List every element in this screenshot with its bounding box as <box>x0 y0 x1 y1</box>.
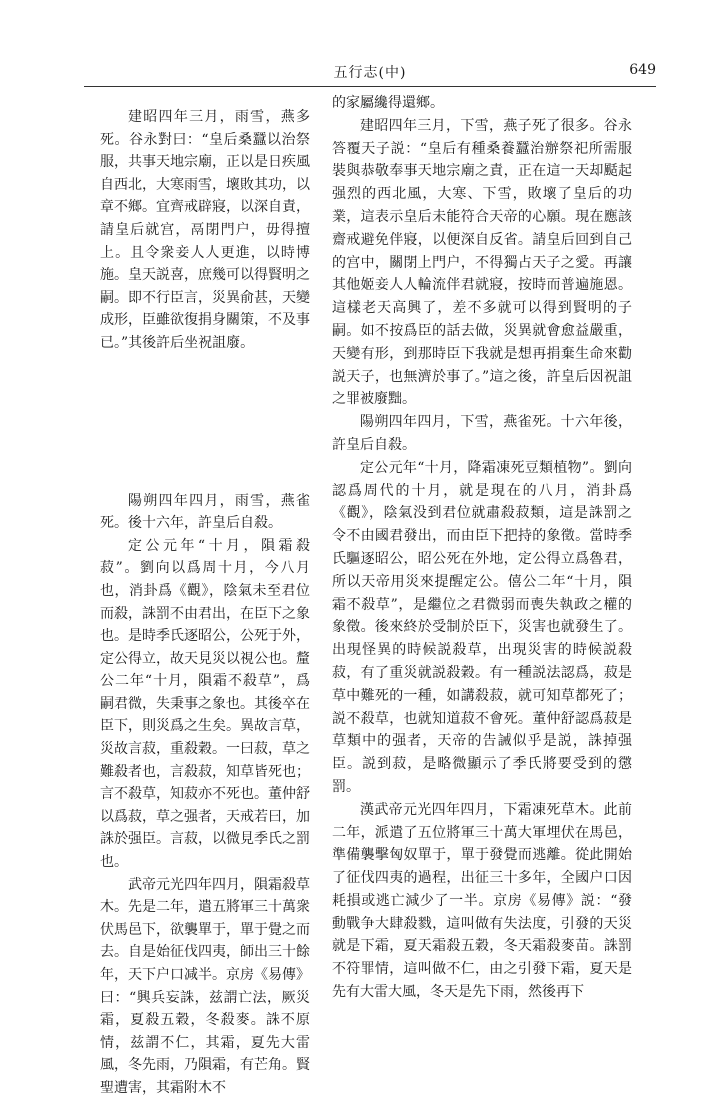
paragraph-jianzhao: 建昭四年三月，下雪，燕子死了很多。谷永答覆天子説：“皇后有種桑養蠶治辦祭祀所需服裝與恭敬奉事天地宗廟之責，正在這一天却颳起强烈的西北風，大寒、下雪，敗壞了皇后的功業，這表示皇后未能符合天帝的心願。現在應該齋戒避免伴寢，以便深自反省。請皇后回到自己的宫中，關閉上門户，不得獨占天子之愛。再讓其他姬妾人人輪流伴君就寢，按時而普遍施恩。這樣老天高興了，差不多就可以得到賢明的子嗣。如不按爲臣的話去做，災異就會愈益嚴重，天變有形，到那時臣下我就是想再捐棄生命來勸説天子，也無濟於事了。”這之後，許皇后因祝詛之罪被廢黜。 <box>332 117 632 408</box>
translation-column <box>332 92 632 1004</box>
paragraph-jianzhao: 建昭四年三月，雨雪，燕多死。谷永對曰：“皇后桑蠶以治祭服，共事天地宗廟，正以是日疾風自西北，大寒雨雪，壞敗其功，以章不鄉。宜齊戒辟寢，以深自責，請皇后就宫，鬲閉門户，毋得擅上。且令衆妾人人更進，以時博施。皇天説喜，庶幾可以得賢明之嗣。即不行臣言，災異俞甚，天變成形，臣雖欲復捐身關策，不及事已。”其後許后坐祝詛廢。 <box>100 109 310 351</box>
running-header <box>84 56 656 87</box>
paragraph-yangshuo: 陽朔四年四月，下雪，燕雀死。十六年後，許皇后自殺。 <box>332 414 632 453</box>
paragraph-continuation: 的家屬纔得還鄉。 <box>332 95 444 111</box>
paragraph-wudi: 漢武帝元光四年四月，下霜凍死草木。此前二年，派遣了五位將軍三十萬大軍埋伏在馬邑，準備襲擊匈奴單于，單于發覺而逃離。從此開始了征伐四夷的過程，出征三十多年，全國户口因耗損或逃亡減少了一半。京房《易傳》説：“發動戰争大肆殺戮，這叫做有失法度，引發的天災就是下霜，夏天霜殺五穀，冬天霜殺麥苗。誅罰不符罪情，這叫做不仁，由之引發下霜，夏天是先有大雷大風，冬天是先下雨，然後再下 <box>332 801 632 1001</box>
chapter-title: 五行志(中) <box>333 65 407 81</box>
paragraph-yangshuo: 陽朔四年四月，雨雪，燕雀死。後十六年，許皇后自殺。 <box>100 492 310 532</box>
paragraph-dinggong: 定公元年“十月，隕霜殺菽”。劉向以爲周十月，今八月也，消卦爲《觀》，陰氣未至君位而殺，誅罰不由君出，在臣下之象也。是時季氏逐昭公，公死于外，定公得立，故天見災以視公也。釐公二年“十月，隕霜不殺草”，爲嗣君微，失秉事之象也。其後卒在臣下，則災爲之生矣。異故言草，災故言菽，重殺穀。一曰菽，草之難殺者也，言殺菽，知草皆死也；言不殺草，知菽亦不死也。董仲舒以爲菽，草之强者，天戒若曰，加誅於强臣。言菽，以微見季氏之罰也。 <box>100 537 310 871</box>
paragraph-wudi: 武帝元光四年四月，隕霜殺草木。先是二年，遣五將軍三十萬衆伏馬邑下，欲襲單于，單于覺之而去。自是始征伐四夷，師出三十餘年，天下户口减半。京房《易傳》曰：“興兵妄誅，兹謂亡法，厥災霜，夏殺五穀，冬殺麥。誅不原情，兹謂不仁，其霜，夏先大雷風，冬先雨，乃隕霜，有芒角。賢聖遭害，其霜附木不 <box>100 876 310 1096</box>
page-number: 649 <box>629 62 656 78</box>
classical-text-column <box>100 92 310 1100</box>
paragraph-dinggong: 定公元年“十月，降霜凍死豆類植物”。劉向認爲周代的十月，就是現在的八月，消卦爲《觀》，陰氣没到君位就肅殺菽類，這是誅罰之令不由國君發出，而由臣下把持的象徵。當時季氏驅逐昭公，昭公死在外地，定公得立爲魯君，所以天帝用災來提醒定公。僖公二年“十月，隕霜不殺草”，是繼位之君微弱而喪失執政之權的象徵。後來終於受制於臣下，災害也就發生了。出現怪異的時候説殺草，出現災害的時候説殺菽，有了重災就説殺穀。有一種説法認爲，菽是草中難死的一種，如講殺菽，就可知草都死了；説不殺草，也就知道菽不會死。董仲舒認爲菽是草類中的强者，天帝的告誡似乎是説，誅掉强臣。説到菽，是略微顯示了季氏將要受到的懲罰。 <box>332 459 632 795</box>
